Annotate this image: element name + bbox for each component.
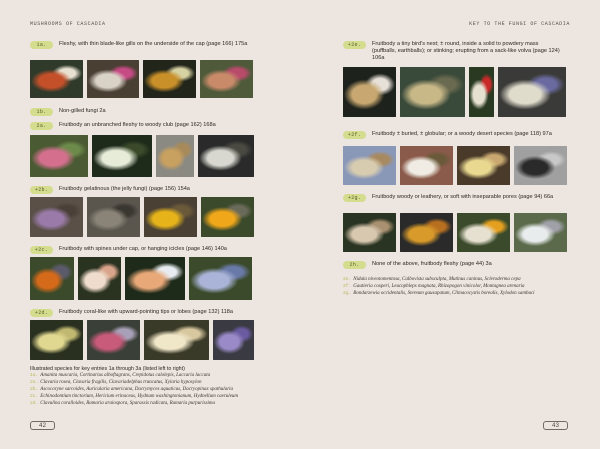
entry-code-badge: 1b.	[30, 108, 53, 116]
photo	[200, 60, 253, 98]
entry-code-badge: +2e.	[343, 41, 366, 49]
species-list: Bondarzewia occidentalis, Stereum gausapatum, Climacocystis borealis, Xylodon sambuci	[353, 290, 535, 296]
photo	[198, 135, 254, 177]
species-list: Clavulina coralloides, Ramaria araiospora, Sparassis radicata, Ramaria purpurissima	[40, 400, 216, 406]
entry-text: Fruitbody gelatinous (the jelly fungi) (page 156) 154a	[59, 186, 190, 192]
species-list: Gautieria coxperi, Leucophleps magnata, Rhizopogon vinicolor, Montagnea arenaria	[353, 283, 525, 289]
photo	[514, 146, 567, 185]
entry-text: Fruitbody coral-like with upward-pointing tips or lobes (page 132) 118a	[59, 309, 234, 315]
species-code: 2f.	[343, 283, 352, 289]
entry-text: Non-gilled fungi 2a	[59, 108, 106, 114]
entry-text: Fruitbody with spines under cap, or hanging icicles (page 146) 140a	[59, 246, 227, 252]
entry-code-badge: 1a.	[30, 41, 53, 49]
running-head-right: KEY TO THE FUNGI OF CASCADIA	[469, 21, 570, 27]
page-number-left: 42	[30, 421, 55, 430]
entry-code-badge: +2d.	[30, 309, 53, 317]
species-list: Amanita muscaria, Cortinarius alboftagrans, Crepidotus calolepis, Laccaria laccata	[40, 372, 211, 378]
photo-row-2e	[343, 67, 566, 117]
photo-row-1a	[30, 60, 253, 98]
key-entry-2h	[343, 261, 573, 269]
species-list: Ascocoryne sarcoides, Auricularia americana, Dacrymyces aquaticus, Dacryopinax spathularia	[40, 386, 234, 392]
entry-text: Fruitbody an unbranched fleshy to woody club (page 162) 168a	[59, 122, 216, 128]
running-head-left: MUSHROOMS OF CASCADIA	[30, 21, 106, 27]
species-code: 2d.	[30, 400, 39, 406]
key-entry-2d	[30, 309, 270, 317]
photo	[400, 146, 453, 185]
key-entry-1b	[30, 108, 270, 116]
photo	[156, 135, 194, 177]
photo	[400, 213, 453, 252]
entry-text: Fleshy, with thin blade-like gills on the underside of the cap (page 166) 175a	[59, 41, 248, 47]
photo	[92, 135, 152, 177]
key-entry-2g	[343, 194, 573, 202]
species-code: 1a.	[30, 372, 39, 378]
species-code: 2a.	[30, 379, 39, 385]
species-code: 2g.	[343, 290, 352, 296]
photo	[87, 60, 139, 98]
entry-code-badge: +2f.	[343, 131, 366, 139]
entry-text: Fruitbody woody or leathery, or soft with inseparable pores (page 94) 66a	[372, 194, 554, 200]
species-caption-title: Illustrated species for key entries 1a through 3a (listed left to right)	[30, 366, 185, 372]
species-caption-left	[30, 366, 258, 407]
entry-code-badge: +2c.	[30, 246, 53, 254]
photo-row-2f	[343, 146, 567, 185]
entry-text: None of the above, fruitbody fleshy (page 44) 3a	[372, 261, 492, 267]
photo	[213, 320, 254, 360]
photo	[469, 67, 494, 117]
photo	[125, 257, 185, 300]
right-page	[300, 0, 600, 449]
species-caption-right	[343, 277, 558, 298]
photo	[343, 67, 396, 117]
key-entry-2a	[30, 122, 270, 130]
entry-text: Fruitbody ± buried, ± globular; or a woody desert species (page 118) 97a	[372, 131, 552, 137]
photo	[78, 257, 121, 300]
key-entry-2e	[343, 41, 573, 63]
entry-code-badge: +2b.	[30, 186, 53, 194]
photo	[400, 67, 465, 117]
key-entry-2b	[30, 186, 270, 194]
photo	[498, 67, 566, 117]
entry-code-badge: 2a.	[30, 122, 53, 130]
entry-code-badge: 2h.	[343, 261, 366, 269]
photo	[201, 197, 254, 237]
photo	[87, 197, 140, 237]
photo	[30, 60, 83, 98]
page-number-right: 43	[543, 421, 568, 430]
photo	[457, 146, 510, 185]
photo-row-2a	[30, 135, 254, 177]
entry-code-badge: +2g.	[343, 194, 366, 202]
photo-row-2d	[30, 320, 254, 360]
photo-row-2b	[30, 197, 254, 237]
key-entry-2f	[343, 131, 573, 139]
photo	[143, 60, 196, 98]
photo	[30, 197, 83, 237]
photo	[30, 257, 74, 300]
key-entry-2c	[30, 246, 270, 254]
photo	[87, 320, 140, 360]
photo	[144, 197, 197, 237]
photo	[343, 213, 396, 252]
photo	[514, 213, 567, 252]
photo	[189, 257, 252, 300]
photo	[30, 320, 83, 360]
species-list: Echinodontium tinctorium, Hericium erinaceus, Hydnum washingtonianum, Hydnellum caeruleum	[40, 393, 239, 399]
photo	[144, 320, 209, 360]
photo	[457, 213, 510, 252]
entry-text: Fruitbody a tiny bird's nest; ± round, inside a solid to powdery mass (puffballs, earthballs); or stinking; erupting from a sack-like volva (page 124) 106a	[372, 41, 560, 62]
photo	[343, 146, 396, 185]
species-list: Clavaria rosea, Clavaria fragilis, Clavariadelphus truncatus, Xylaria hypoxylon	[40, 379, 202, 385]
photo-row-2c	[30, 257, 252, 300]
photo	[30, 135, 88, 177]
species-code: 2e.	[343, 277, 352, 282]
species-list: Nidula niveotomentosa, Calbovista subsculpta, Mutinus caninus, Scleroderma cepa	[353, 277, 521, 282]
species-code: 2c.	[30, 393, 39, 399]
key-entry-1a	[30, 41, 270, 49]
photo-row-2g	[343, 213, 567, 252]
species-code: 2b.	[30, 386, 39, 392]
